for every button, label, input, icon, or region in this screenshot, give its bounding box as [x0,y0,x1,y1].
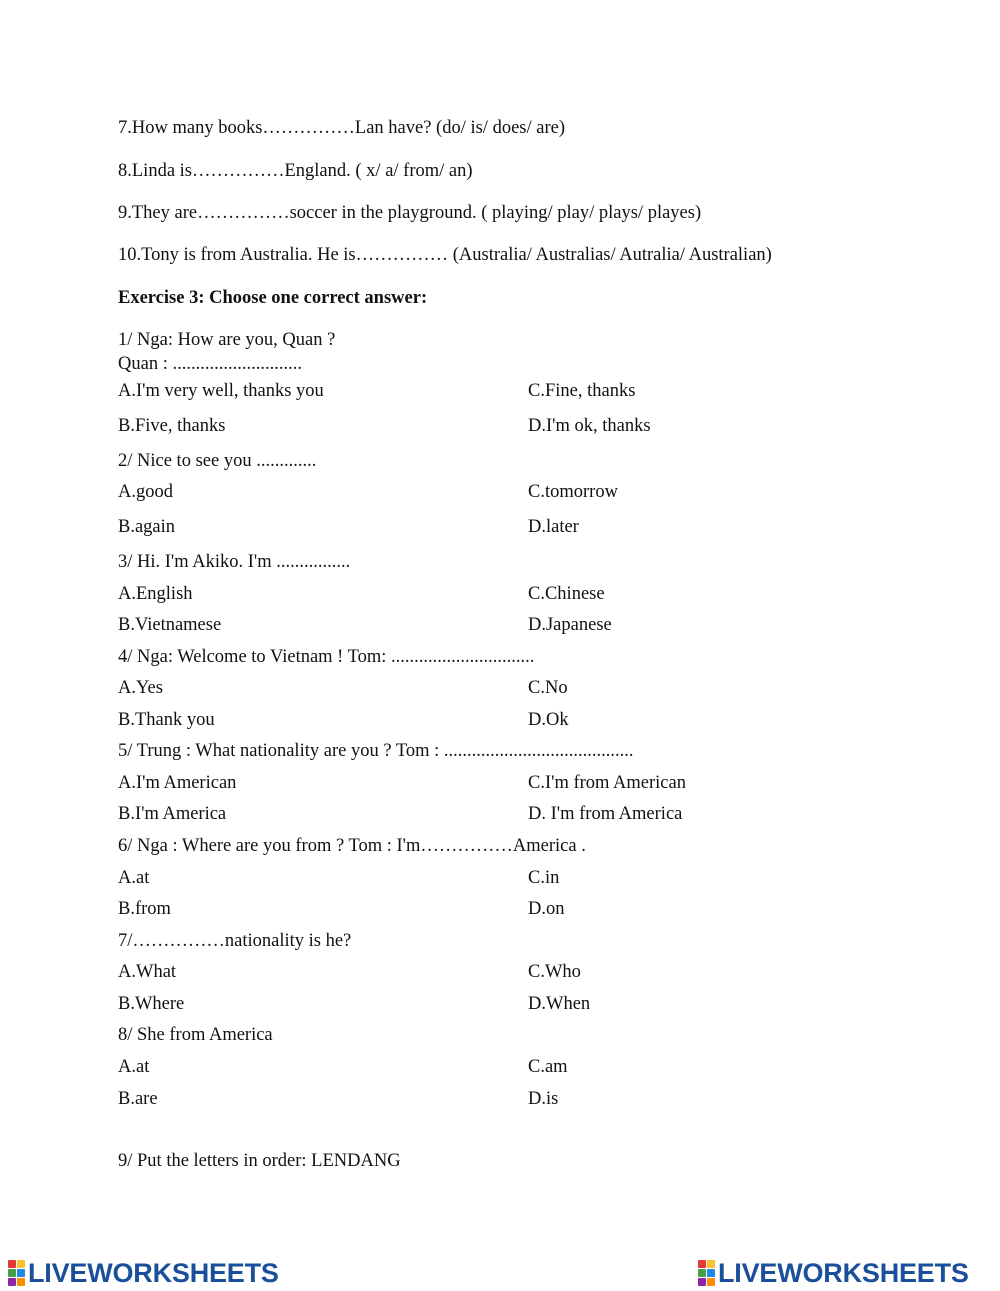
q3-option-b[interactable]: B.Vietnamese [118,615,222,635]
q4-question: 4/ Nga: Welcome to Vietnam ! Tom: ............................... [118,647,535,667]
q4-option-a[interactable]: A.Yes [118,678,163,698]
q4-option-d[interactable]: D.Ok [528,710,569,730]
q1-prompt: Quan : ............................ [118,354,302,374]
q1-question: 1/ Nga: How are you, Quan ? [118,330,336,350]
q4-option-c[interactable]: C.No [528,678,568,698]
q8-option-b[interactable]: B.are [118,1089,158,1109]
q5-option-b[interactable]: B.I'm America [118,804,227,824]
q1-option-a[interactable]: A.I'm very well, thanks you [118,381,324,401]
q5-option-d[interactable]: D. I'm from America [528,804,683,824]
q8-question: 8/ She from America [118,1025,273,1045]
exercise2-question-10: 10.Tony is from Australia. He is…………… (Australia/ Australias/ Autralia/ Australian) [118,245,772,265]
q5-option-c[interactable]: C.I'm from American [528,773,686,793]
exercise2-question-9: 9.They are……………soccer in the playground. ( playing/ play/ plays/ playes) [118,203,702,223]
q1-option-c[interactable]: C.Fine, thanks [528,381,636,401]
q3-option-d[interactable]: D.Japanese [528,615,612,635]
q2-option-a[interactable]: A.good [118,482,173,502]
q2-question: 2/ Nice to see you ............. [118,451,317,471]
q2-option-d[interactable]: D.later [528,517,579,537]
liveworksheets-logo-right [698,1258,969,1288]
q7-option-c[interactable]: C.Who [528,962,581,982]
liveworksheets-logo-icon [698,1260,715,1286]
q2-option-b[interactable]: B.again [118,517,176,537]
q3-question: 3/ Hi. I'm Akiko. I'm ................ [118,552,351,572]
exercise3-heading: Exercise 3: Choose one correct answer: [118,288,428,308]
q8-option-a[interactable]: A.at [118,1057,150,1077]
q6-option-a[interactable]: A.at [118,868,150,888]
liveworksheets-logo-left [8,1258,279,1288]
q6-question: 6/ Nga : Where are you from ? Tom : I'm……………America . [118,836,586,856]
exercise2-question-8: 8.Linda is……………England. ( x/ a/ from/ an) [118,161,473,181]
q2-option-c[interactable]: C.tomorrow [528,482,618,502]
q4-option-b[interactable]: B.Thank you [118,710,215,730]
q6-option-c[interactable]: C.in [528,868,560,888]
q9-question: 9/ Put the letters in order: LENDANG [118,1151,401,1171]
q1-option-d[interactable]: D.I'm ok, thanks [528,416,651,436]
q1-option-b[interactable]: B.Five, thanks [118,416,226,436]
q7-question: 7/……………nationality is he? [118,931,352,951]
logo-text-right: LIVEWORKSHEETS [718,1257,969,1288]
liveworksheets-logo-icon [8,1260,25,1286]
q3-option-c[interactable]: C.Chinese [528,584,605,604]
q3-option-a[interactable]: A.English [118,584,193,604]
q5-option-a[interactable]: A.I'm American [118,773,237,793]
q8-option-c[interactable]: C.am [528,1057,568,1077]
q6-option-d[interactable]: D.on [528,899,565,919]
q6-option-b[interactable]: B.from [118,899,171,919]
q8-option-d[interactable]: D.is [528,1089,559,1109]
q7-option-b[interactable]: B.Where [118,994,185,1014]
q7-option-a[interactable]: A.What [118,962,177,982]
exercise2-question-7: 7.How many books……………Lan have? (do/ is/ does/ are) [118,118,565,138]
q5-question: 5/ Trung : What nationality are you ? Tom : ......................................... [118,741,634,761]
logo-text-left: LIVEWORKSHEETS [28,1257,279,1288]
q7-option-d[interactable]: D.When [528,994,591,1014]
